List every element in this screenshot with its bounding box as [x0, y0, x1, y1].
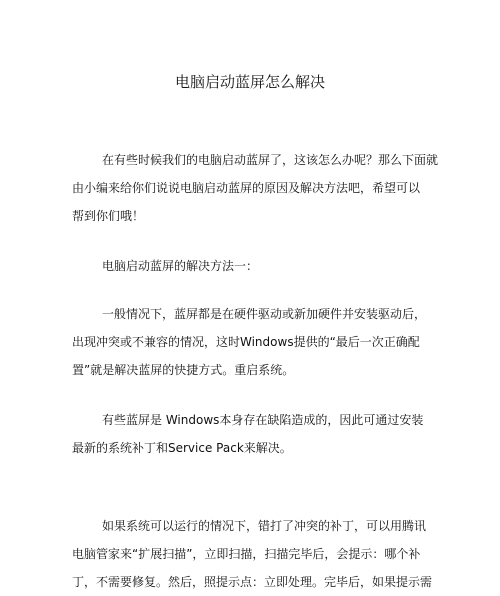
- section-heading-method-one: [72, 252, 436, 280]
- paragraph-line: 置”就是解决蓝屏的快捷方式。重启系统。: [72, 363, 295, 377]
- section-heading-line: 电脑启动蓝屏的解决方法一：: [102, 259, 259, 273]
- paragraph-pc-manager: [72, 512, 436, 596]
- paragraph-line: 最新的系统补丁和Service Pack来解决。: [72, 441, 292, 455]
- paragraph-line: 有些蓝屏是 Windows本身存在缺陷造成的，因此可通过安装: [102, 413, 424, 427]
- paragraph-line: 帮到你们哦！: [72, 209, 145, 223]
- paragraph-line: 在有些时候我们的电脑启动蓝屏了，这该怎么办呢？那么下面就: [102, 153, 439, 167]
- paragraph-line: 丁，不需要修复。然后，照提示点：立即处理。完毕后，如果提示需: [72, 575, 433, 589]
- paragraph-line: 一般情况下，蓝屏都是在硬件驱动或新加硬件并安装驱动后，: [102, 307, 427, 321]
- paragraph-line: 出现冲突或不兼容的情况，这时Windows提供的“最后一次正确配: [72, 335, 420, 349]
- paragraph-windows-patches: [72, 406, 436, 462]
- paragraph-last-known-good: [72, 300, 436, 384]
- paragraph-line: 电脑管家来“扩展扫描”，立即扫描，扫描完毕后，会提示：哪个补: [72, 547, 421, 561]
- document-title: 电脑启动蓝屏怎么解决: [174, 73, 325, 91]
- paragraph-line: 如果系统可以运行的情况下，错打了冲突的补丁，可以用腾讯: [102, 519, 427, 533]
- paragraph-line: 由小编来给你们说说电脑启动蓝屏的原因及解决方法吧，希望可以: [72, 181, 421, 195]
- paragraph-intro: [72, 146, 439, 230]
